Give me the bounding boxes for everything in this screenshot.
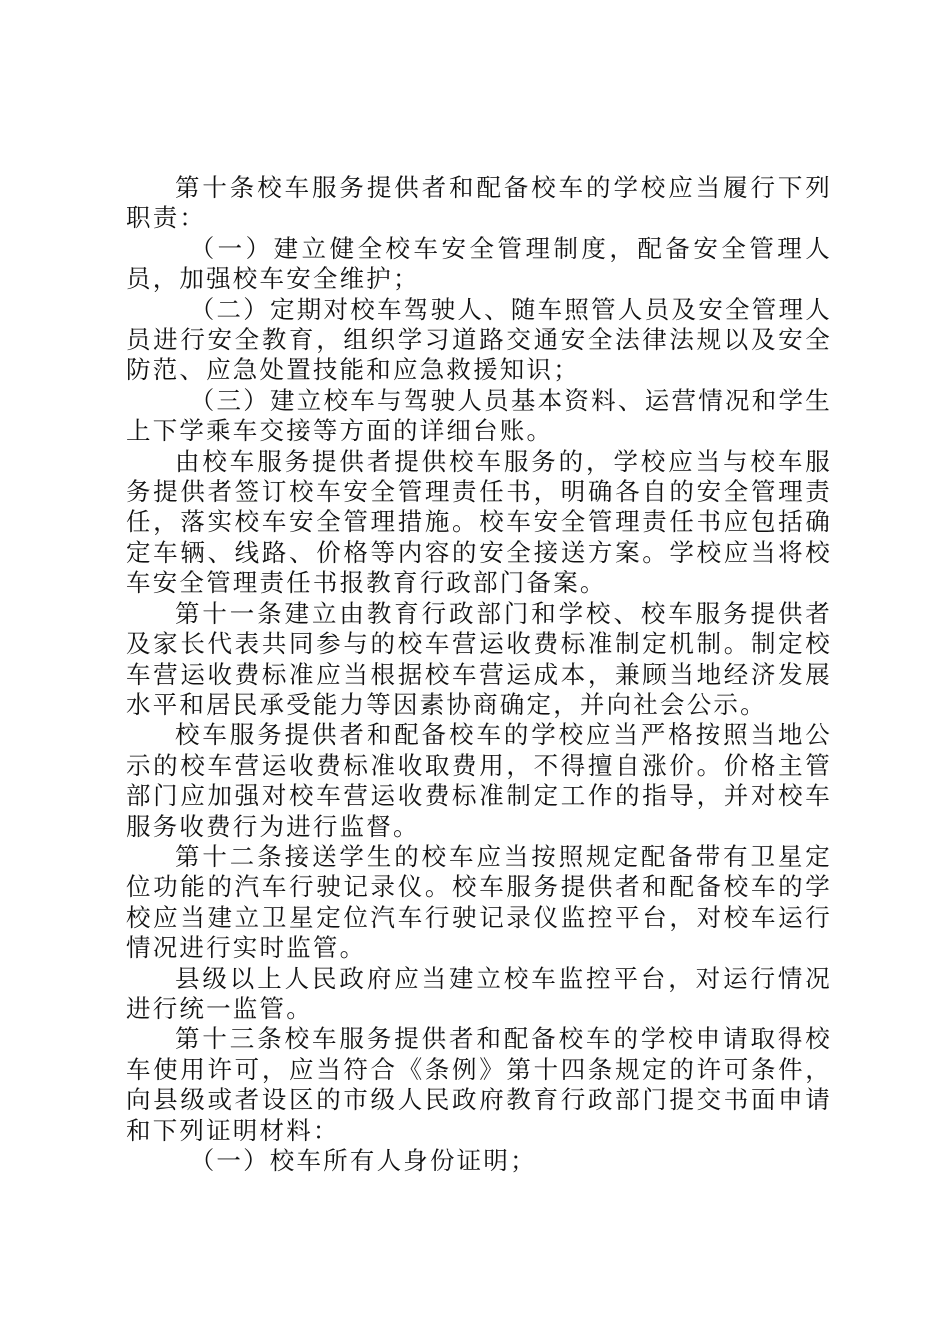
document-body [126, 173, 832, 1176]
paragraph-item-1: （一）建立健全校车安全管理制度，配备安全管理人员，加强校车安全维护； [126, 233, 832, 294]
paragraph-fee-standard: 校车服务提供者和配备校车的学校应当严格按照当地公示的校车营运收费标准收取费用，不得擅自涨价。价格主管部门应加强对校车营运收费标准制定工作的指导，并对校车服务收费行为进行监督。 [126, 720, 832, 841]
paragraph-item-2: （二）定期对校车驾驶人、随车照管人员及安全管理人员进行安全教育，组织学习道路交通安全法律法规以及安全防范、应急处置技能和应急救援知识； [126, 294, 832, 385]
paragraph-article-11: 第十一条建立由教育行政部门和学校、校车服务提供者及家长代表共同参与的校车营运收费标准制定机制。制定校车营运收费标准应当根据校车营运成本，兼顾当地经济发展水平和居民承受能力等因素协商确定，并向社会公示。 [126, 598, 832, 719]
paragraph-county-monitoring: 县级以上人民政府应当建立校车监控平台，对运行情况进行统一监管。 [126, 963, 832, 1023]
paragraph-service-agreement: 由校车服务提供者提供校车服务的，学校应当与校车服务提供者签订校车安全管理责任书，明确各自的安全管理责任，落实校车安全管理措施。校车安全管理责任书应包括确定车辆、线路、价格等内容的安全接送方案。学校应当将校车安全管理责任书报教育行政部门备案。 [126, 446, 832, 598]
paragraph-article-10: 第十条校车服务提供者和配备校车的学校应当履行下列职责： [126, 173, 832, 233]
paragraph-item-identity: （一）校车所有人身份证明； [189, 1146, 537, 1175]
paragraph-item-3: （三）建立校车与驾驶人员基本资料、运营情况和学生上下学乘车交接等方面的详细台账。 [126, 385, 832, 446]
paragraph-article-13: 第十三条校车服务提供者和配备校车的学校申请取得校车使用许可，应当符合《条例》第十四条规定的许可条件，向县级或者设区的市级人民政府教育行政部门提交书面申请和下列证明材料： [126, 1024, 832, 1145]
paragraph-article-12: 第十二条接送学生的校车应当按照规定配备带有卫星定位功能的汽车行驶记录仪。校车服务提供者和配备校车的学校应当建立卫星定位汽车行驶记录仪监控平台，对校车运行情况进行实时监管。 [126, 841, 832, 963]
